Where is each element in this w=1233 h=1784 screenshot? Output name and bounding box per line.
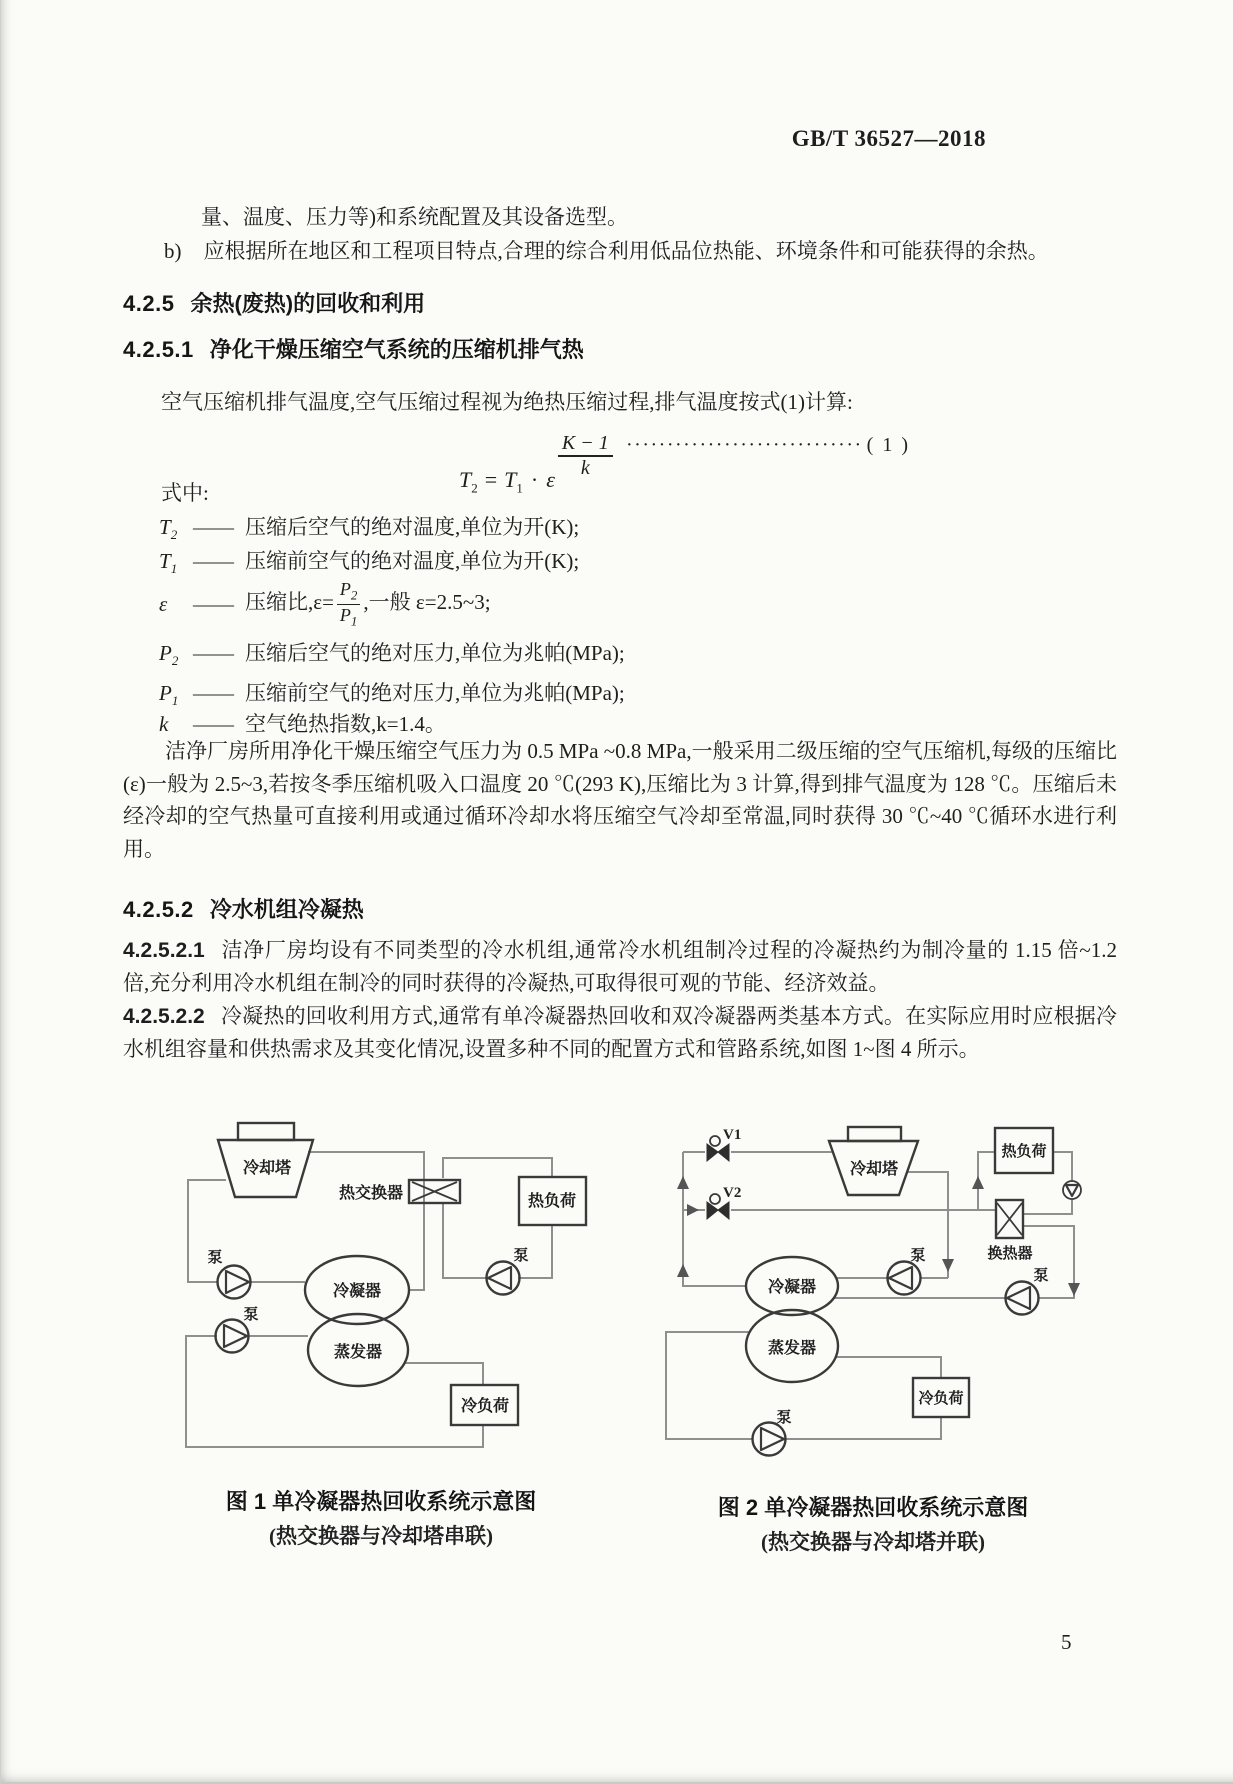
definition-k: k —— 空气绝热指数,k=1.4。 — [159, 712, 446, 736]
fig2-evaporator — [746, 1310, 838, 1382]
fig1-pump2-label: 泵 — [243, 1307, 259, 1323]
fig2-heat-exchanger-label: 换热器 — [987, 1246, 1033, 1262]
fig1-heat-exchanger-label: 热交换器 — [338, 1185, 403, 1202]
section-heading-4-2-5: 4.2.5 余热(废热)的回收和利用 — [123, 291, 426, 316]
fig1-cooling-load-label: 冷负荷 — [460, 1398, 510, 1415]
fig1-cooling-tower — [218, 1123, 313, 1197]
fig2-pump-heat-exchanger — [1006, 1266, 1049, 1315]
definition-p1: $P_1$ —— 压缩前空气的绝对压力,单位为兆帕(MPa); — [159, 681, 625, 709]
fig1-heat-load — [519, 1177, 586, 1225]
fig2-v2-label: V2 — [723, 1185, 742, 1201]
fig1-heat-load-label: 热负荷 — [527, 1193, 577, 1210]
figure2-subcaption: (热交换器与冷却塔并联) — [761, 1530, 985, 1554]
definition-epsilon: ε —— 压缩比,ε= $\frac{P_2}{P_1}$ ,一般 ε=2.5~3; — [159, 578, 491, 629]
figure1-subcaption: (热交换器与冷却塔串联) — [269, 1524, 493, 1548]
equation-1-number: ( 1 ) — [866, 434, 910, 456]
fig1-pump-condenser — [207, 1248, 250, 1299]
fig2-cooling-tower-label: 冷却塔 — [849, 1161, 899, 1178]
fig2-heat-load-pump — [1063, 1181, 1081, 1199]
fig2-evaporator-label: 蒸发器 — [767, 1340, 817, 1357]
fig2-v1-label: V1 — [723, 1127, 742, 1143]
list-item-b — [164, 235, 1124, 268]
section-heading-4-2-5-1: 4.2.5.1 净化干燥压缩空气系统的压缩机排气热 — [123, 337, 584, 362]
figure1-caption: 图 1 单冷凝器热回收系统示意图 — [225, 1489, 537, 1514]
fig2-heat-load-label: 热负荷 — [1001, 1144, 1047, 1160]
page-number: 5 — [1061, 1630, 1072, 1654]
fig1-pump-heat-load — [487, 1246, 529, 1295]
fig2-cooling-load-label: 冷负荷 — [918, 1391, 964, 1407]
fig2-cooling-load — [913, 1378, 969, 1417]
paragraph-compressed-air: 洁净厂房所用净化干燥压缩空气压力为 0.5 MPa ~0.8 MPa,一般采用二级压缩的空气压缩机,每级的压缩比(ε)一般为 2.5~3,若按冬季压缩机吸入口温度 20 ℃(293 K),压缩比为 3 计算,得到排气温度为 128 ℃。压缩后未经冷却的空气热量可直接利用或通过循环冷却水将压缩空气冷却至常温,同时获得 30 ℃~40 ℃循环水进行利用。 — [123, 739, 1117, 861]
list-item-b-marker: b) — [164, 239, 182, 263]
fig2-cooling-tower — [829, 1127, 918, 1195]
fig2-pump-condenser — [888, 1246, 926, 1295]
definition-t2: $T_2$ —— 压缩后空气的绝对温度,单位为开(K); — [159, 515, 580, 543]
fig2-condenser-label: 冷凝器 — [767, 1279, 817, 1296]
definition-p2: $P_2$ —— 压缩后空气的绝对压力,单位为兆帕(MPa); — [159, 641, 625, 669]
fig2-pump-evaporator — [753, 1408, 792, 1456]
doc-code: GB/T 36527—2018 — [791, 126, 986, 151]
where-label: 式中: — [161, 481, 209, 505]
fig2-pump1-label: 泵 — [910, 1248, 926, 1264]
fig1-cooling-load — [451, 1385, 518, 1425]
figure2-diagram — [601, 1095, 1113, 1467]
paragraph-4-2-5-2-2: 4.2.5.2.2 冷凝热的回收利用方式,通常有单冷凝器热回收和双冷凝器两类基本方式。在实际应用时应根据冷水机组容量和供热需求及其变化情况,设置多种不同的配置方式和管路系统,如图 1~图 4 所示。 — [123, 1004, 1117, 1061]
formula-intro-text: 空气压缩机排气温度,空气压缩过程视为绝热压缩过程,排气温度按式(1)计算: — [161, 390, 853, 414]
figure2-caption: 图 2 单冷凝器热回收系统示意图 — [717, 1495, 1029, 1520]
fig1-pump-evaporator — [216, 1305, 259, 1353]
definition-t1: $T_1$ —— 压缩前空气的绝对温度,单位为开(K); — [159, 549, 580, 577]
fig1-pump1-label: 泵 — [207, 1250, 223, 1266]
fig2-pump3-label: 泵 — [776, 1410, 792, 1426]
fig2-heat-load — [995, 1128, 1053, 1173]
pressure-ratio-fraction: $\frac{P_2}{P_1}$ — [337, 579, 361, 629]
equation-1-expression: $T_2 = T_1 \cdot \varepsilon$ $\frac{K - 1}{k}$ — [459, 432, 613, 496]
list-item-b-text: 应根据所在地区和工程项目特点,合理的综合利用低品位热能、环境条件和可能获得的余热。 — [203, 239, 1049, 263]
exponent-fraction: $\frac{K - 1}{k}$ — [558, 432, 613, 479]
carryover-line: 量、温度、压力等)和系统配置及其设备选型。 — [201, 205, 628, 229]
fig2-pump2-label: 泵 — [1033, 1268, 1049, 1284]
fig1-cooling-tower-label: 冷却塔 — [242, 1160, 292, 1177]
equation-1-leader: ····························· ( 1 ) — [626, 434, 910, 456]
paragraph-4-2-5-2-1: 4.2.5.2.1 洁净厂房均设有不同类型的冷水机组,通常冷水机组制冷过程的冷凝热约为制冷量的 1.15 倍~1.2 倍,充分利用冷水机组在制冷的同时获得的冷凝热,可取得很可观的节能、经济效益。 — [123, 938, 1117, 995]
section-heading-4-2-5-2: 4.2.5.2 冷水机组冷凝热 — [123, 897, 364, 922]
fig2-valve-v2 — [707, 1185, 741, 1219]
fig1-evaporator-label: 蒸发器 — [333, 1344, 383, 1361]
fig2-valve-v1 — [707, 1127, 741, 1161]
fig1-heat-exchanger — [339, 1180, 460, 1203]
fig2-condenser — [746, 1257, 838, 1315]
fig1-pump3-label: 泵 — [513, 1248, 529, 1264]
fig1-condenser-label: 冷凝器 — [332, 1283, 382, 1300]
figure1-diagram — [141, 1100, 601, 1460]
